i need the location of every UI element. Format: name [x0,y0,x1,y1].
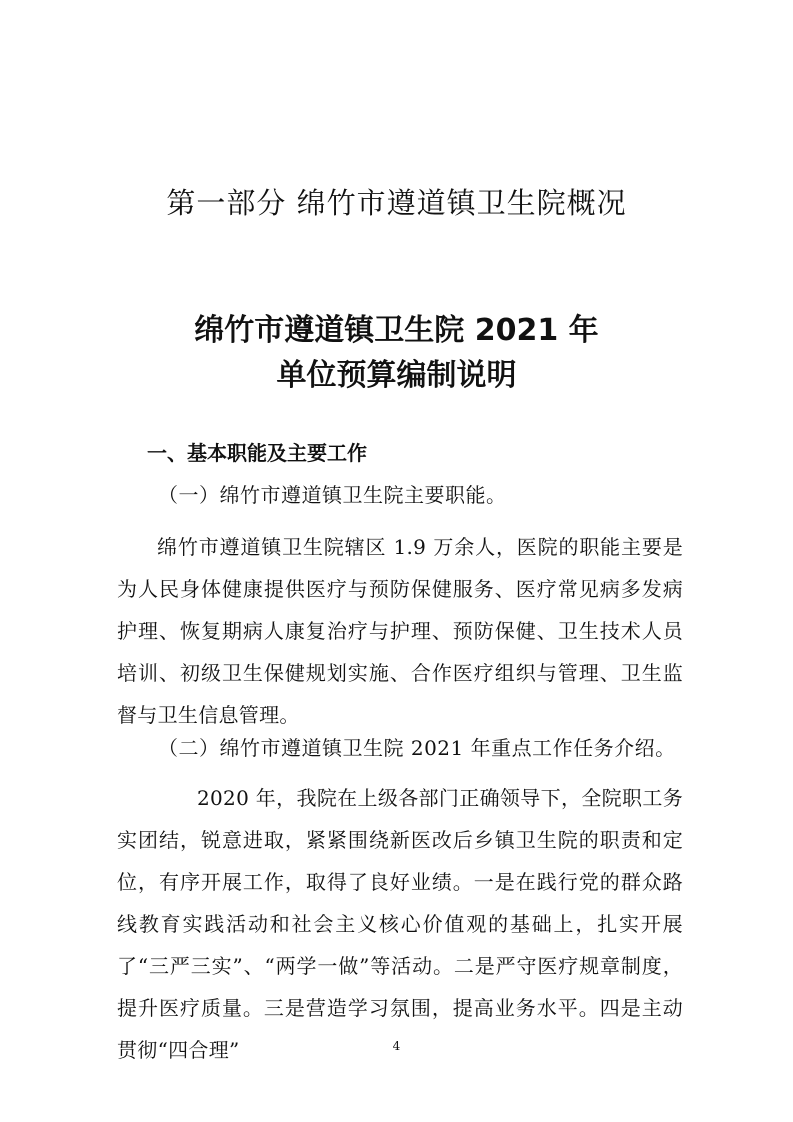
paragraph-main-functions: 绵竹市遵道镇卫生院辖区 1.9 万余人，医院的职能主要是为人民身体健康提供医疗与预防保健服务、医疗常见病多发病护理、恢复期病人康复治疗与护理、预防保健、卫生技术人员培训、初级卫生保健规划实施、合作医疗组织与管理、卫生监督与卫生信息管理。 [117,535,683,727]
document-title-line-2: 单位预算编制说明 [276,358,517,393]
subsection-heading-key-tasks: （二）绵竹市遵道镇卫生院 2021 年重点工作任务介绍。 [158,736,676,760]
part-title: 第一部分 绵竹市遵道镇卫生院概况 [166,186,627,220]
subsection-heading-main-functions: （一）绵竹市遵道镇卫生院主要职能。 [158,483,507,507]
paragraph-key-tasks: 2020 年，我院在上级各部门正确领导下，全院职工务实团结，锐意进取，紧紧围绕新医改后乡镇卫生院的职责和定位，有序开展工作，取得了良好业绩。一是在践行党的群众路线教育实践活动和社会主义核心价值观的基础上，扎实开展了“三严三实”、“两学一做”等活动。二是严守医疗规章制度，提升医疗质量。三是营造学习氛围，提高业务水平。四是主动贯彻“四合理” [117,786,683,1062]
page-number: 4 [392,1039,401,1053]
document-title-line-1: 绵竹市遵道镇卫生院 2021 年 [194,313,599,348]
section-heading-basic-functions: 一、基本职能及主要工作 [147,441,367,465]
